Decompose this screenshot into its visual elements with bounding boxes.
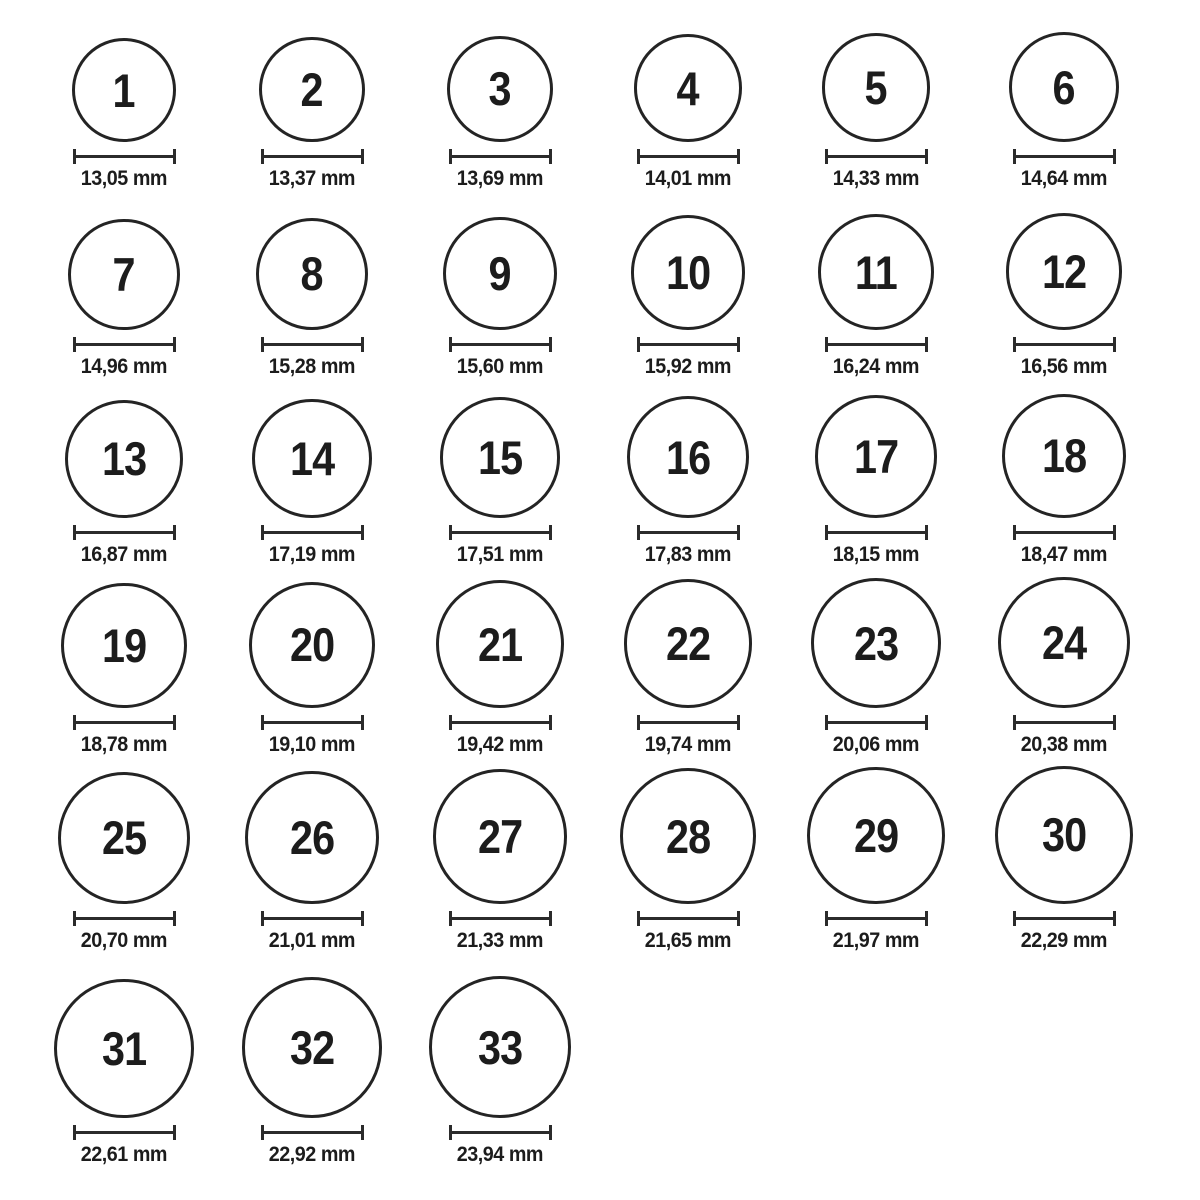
ring-size-number: 23 [853, 616, 899, 670]
ring-circle [436, 580, 564, 708]
ring-circle [447, 36, 553, 142]
measure-bar [264, 531, 361, 534]
ring-size-cell [970, 577, 1158, 758]
measure-bar [264, 721, 361, 724]
ring-size-number: 31 [101, 1021, 147, 1075]
ring-size-cell [782, 214, 970, 380]
measure-tick-right [737, 149, 740, 164]
diameter-measure-line [261, 525, 364, 540]
ring-size-number: 4 [676, 61, 700, 115]
ring-circle [259, 37, 364, 142]
ring-size-number: 30 [1041, 808, 1087, 862]
diameter-measure-line [1013, 715, 1116, 730]
measure-tick-right [549, 525, 552, 540]
ring-size-cell [594, 579, 782, 758]
measure-bar [452, 343, 549, 346]
ring-size-number: 12 [1041, 245, 1087, 299]
measure-bar [640, 917, 737, 920]
ring-size-cell [218, 37, 406, 192]
ring-size-number: 6 [1052, 60, 1076, 114]
ring-size-cell [970, 766, 1158, 954]
ring-size-number: 9 [488, 246, 512, 300]
ring-circle [443, 217, 556, 330]
measure-bar [828, 917, 925, 920]
diameter-measure-line [1013, 911, 1116, 926]
ring-diameter-label: 14,01 mm [644, 167, 732, 190]
diameter-measure-line [637, 149, 740, 164]
measure-bar [1016, 531, 1113, 534]
measure-bar [76, 155, 173, 158]
ring-diameter-label: 17,83 mm [644, 543, 732, 566]
ring-diameter-label: 14,64 mm [1020, 167, 1108, 190]
ring-circle [58, 772, 190, 904]
ring-circle [61, 583, 186, 708]
diameter-measure-line [449, 911, 552, 926]
diameter-measure-line [637, 337, 740, 352]
diameter-measure-line [261, 1125, 364, 1140]
ring-diameter-label: 23,94 mm [456, 1143, 544, 1166]
diameter-measure-line [261, 337, 364, 352]
diameter-measure-line [637, 911, 740, 926]
diameter-measure-line [825, 149, 928, 164]
ring-size-number: 33 [477, 1020, 523, 1074]
measure-bar [76, 917, 173, 920]
ring-circle [620, 768, 756, 904]
ring-circle [815, 395, 938, 518]
ring-size-cell [218, 771, 406, 955]
ring-size-cell [218, 582, 406, 758]
measure-bar [452, 1131, 549, 1134]
diameter-measure-line [449, 1125, 552, 1140]
ring-circle [256, 218, 368, 330]
ring-size-cell [406, 36, 594, 192]
ring-size-number: 17 [853, 430, 899, 484]
diameter-measure-line [261, 149, 364, 164]
ring-circle [998, 577, 1129, 708]
chart-row [30, 192, 1200, 380]
ring-circle [1002, 394, 1126, 518]
ring-diameter-label: 15,92 mm [644, 355, 732, 378]
measure-bar [1016, 343, 1113, 346]
measure-tick-right [361, 715, 364, 730]
ring-size-cell [218, 977, 406, 1168]
diameter-measure-line [73, 715, 176, 730]
measure-tick-right [737, 715, 740, 730]
measure-tick-right [737, 525, 740, 540]
ring-diameter-label: 17,51 mm [456, 543, 544, 566]
ring-circle [54, 979, 193, 1118]
ring-circle [818, 214, 934, 330]
ring-circle [252, 399, 371, 518]
measure-bar [828, 343, 925, 346]
ring-size-number: 10 [665, 246, 711, 300]
measure-tick-right [361, 911, 364, 926]
diameter-measure-line [825, 337, 928, 352]
measure-tick-right [925, 525, 928, 540]
measure-bar [828, 155, 925, 158]
ring-size-cell [970, 213, 1158, 380]
ring-size-number: 21 [477, 617, 523, 671]
ring-size-number: 32 [289, 1021, 335, 1075]
chart-row [30, 954, 1200, 1168]
ring-circle [1009, 32, 1119, 142]
chart-row [30, 2, 1200, 192]
measure-tick-right [925, 715, 928, 730]
ring-size-cell [594, 34, 782, 192]
ring-size-cell [218, 218, 406, 380]
diameter-measure-line [73, 911, 176, 926]
ring-circle [627, 396, 749, 518]
measure-bar [264, 917, 361, 920]
measure-bar [76, 721, 173, 724]
ring-size-cell [782, 767, 970, 954]
diameter-measure-line [825, 715, 928, 730]
ring-size-cell [30, 38, 218, 192]
ring-diameter-label: 15,28 mm [268, 355, 356, 378]
measure-tick-right [1113, 911, 1116, 926]
ring-size-number: 16 [665, 430, 711, 484]
diameter-measure-line [449, 149, 552, 164]
measure-tick-right [173, 1125, 176, 1140]
ring-size-number: 13 [101, 432, 147, 486]
measure-tick-right [173, 149, 176, 164]
diameter-measure-line [637, 525, 740, 540]
ring-diameter-label: 14,33 mm [832, 167, 920, 190]
ring-circle [634, 34, 742, 142]
ring-size-number: 27 [477, 810, 523, 864]
diameter-measure-line [73, 149, 176, 164]
measure-bar [76, 531, 173, 534]
ring-circle [811, 578, 941, 708]
measure-tick-right [1113, 337, 1116, 352]
ring-circle [440, 397, 561, 518]
measure-bar [264, 343, 361, 346]
ring-size-number: 19 [101, 618, 147, 672]
measure-tick-right [361, 1125, 364, 1140]
measure-bar [640, 721, 737, 724]
ring-circle [68, 219, 179, 330]
ring-size-number: 2 [300, 62, 324, 116]
ring-circle [245, 771, 379, 905]
measure-tick-right [925, 337, 928, 352]
ring-diameter-label: 21,97 mm [832, 929, 920, 952]
diameter-measure-line [1013, 337, 1116, 352]
ring-diameter-label: 17,19 mm [268, 543, 356, 566]
ring-size-number: 15 [477, 431, 523, 485]
measure-tick-right [737, 911, 740, 926]
ring-diameter-label: 21,33 mm [456, 929, 544, 952]
diameter-measure-line [261, 715, 364, 730]
ring-diameter-label: 22,29 mm [1020, 929, 1108, 952]
ring-size-cell [406, 976, 594, 1168]
ring-size-cell [782, 33, 970, 192]
ring-size-number: 1 [112, 63, 136, 117]
ring-diameter-label: 15,60 mm [456, 355, 544, 378]
ring-diameter-label: 13,69 mm [456, 167, 544, 190]
diameter-measure-line [261, 911, 364, 926]
ring-size-cell [406, 397, 594, 568]
ring-circle [72, 38, 176, 142]
measure-tick-right [925, 149, 928, 164]
ring-size-cell [782, 578, 970, 758]
ring-size-number: 8 [300, 247, 324, 301]
ring-diameter-label: 19,10 mm [268, 733, 356, 756]
diameter-measure-line [449, 525, 552, 540]
ring-size-number: 29 [853, 808, 899, 862]
ring-diameter-label: 16,87 mm [80, 543, 168, 566]
ring-diameter-label: 21,65 mm [644, 929, 732, 952]
ring-size-cell [30, 979, 218, 1168]
ring-circle [631, 215, 746, 330]
ring-size-number: 7 [112, 247, 136, 301]
ring-circle [1006, 213, 1123, 330]
diameter-measure-line [1013, 149, 1116, 164]
measure-tick-right [549, 715, 552, 730]
ring-circle [624, 579, 753, 708]
ring-diameter-label: 18,15 mm [832, 543, 920, 566]
ring-circle [65, 400, 183, 518]
diameter-measure-line [825, 911, 928, 926]
ring-circle [249, 582, 375, 708]
diameter-measure-line [73, 337, 176, 352]
ring-size-cell [594, 215, 782, 380]
ring-diameter-label: 20,38 mm [1020, 733, 1108, 756]
ring-size-number: 20 [289, 618, 335, 672]
diameter-measure-line [73, 1125, 176, 1140]
ring-size-number: 24 [1041, 615, 1087, 669]
ring-circle [429, 976, 571, 1118]
measure-tick-right [361, 149, 364, 164]
measure-bar [452, 721, 549, 724]
measure-tick-right [1113, 715, 1116, 730]
ring-size-number: 14 [289, 431, 335, 485]
ring-diameter-label: 22,92 mm [268, 1143, 356, 1166]
ring-size-number: 18 [1041, 429, 1087, 483]
ring-size-number: 26 [289, 810, 335, 864]
measure-bar [452, 917, 549, 920]
ring-circle [995, 766, 1133, 904]
diameter-measure-line [637, 715, 740, 730]
ring-diameter-label: 16,56 mm [1020, 355, 1108, 378]
ring-size-number: 5 [864, 61, 888, 115]
ring-size-number: 25 [101, 811, 147, 865]
measure-bar [76, 343, 173, 346]
measure-bar [1016, 917, 1113, 920]
diameter-measure-line [825, 525, 928, 540]
ring-size-cell [218, 399, 406, 568]
ring-size-number: 11 [855, 245, 897, 299]
ring-diameter-label: 13,05 mm [80, 167, 168, 190]
ring-circle [822, 33, 931, 142]
measure-bar [828, 531, 925, 534]
measure-tick-right [361, 337, 364, 352]
ring-size-cell [970, 32, 1158, 192]
ring-size-cell [30, 219, 218, 380]
ring-diameter-label: 20,70 mm [80, 929, 168, 952]
ring-diameter-label: 18,47 mm [1020, 543, 1108, 566]
measure-tick-right [173, 911, 176, 926]
diameter-measure-line [449, 715, 552, 730]
ring-size-cell [30, 583, 218, 758]
chart-row [30, 758, 1200, 954]
ring-diameter-label: 20,06 mm [832, 733, 920, 756]
ring-size-number: 3 [488, 62, 512, 116]
measure-tick-right [737, 337, 740, 352]
measure-tick-right [549, 1125, 552, 1140]
ring-size-cell [406, 769, 594, 954]
measure-bar [640, 155, 737, 158]
measure-bar [76, 1131, 173, 1134]
ring-size-number: 28 [665, 809, 711, 863]
measure-tick-right [925, 911, 928, 926]
measure-tick-right [173, 715, 176, 730]
measure-bar [452, 531, 549, 534]
measure-bar [828, 721, 925, 724]
ring-size-cell [30, 400, 218, 568]
ring-size-cell [594, 396, 782, 568]
ring-circle [242, 977, 383, 1118]
measure-tick-right [549, 149, 552, 164]
measure-tick-right [1113, 525, 1116, 540]
ring-diameter-label: 19,42 mm [456, 733, 544, 756]
measure-tick-right [173, 337, 176, 352]
diameter-measure-line [449, 337, 552, 352]
ring-diameter-label: 22,61 mm [80, 1143, 168, 1166]
ring-circle [807, 767, 944, 904]
measure-tick-right [173, 525, 176, 540]
measure-tick-right [1113, 149, 1116, 164]
ring-size-cell [594, 768, 782, 954]
ring-diameter-label: 14,96 mm [80, 355, 168, 378]
ring-size-number: 22 [665, 617, 711, 671]
measure-bar [264, 1131, 361, 1134]
chart-row [30, 380, 1200, 568]
ring-diameter-label: 21,01 mm [268, 929, 356, 952]
ring-size-cell [406, 580, 594, 758]
ring-diameter-label: 16,24 mm [832, 355, 920, 378]
ring-circle [433, 769, 568, 904]
ring-diameter-label: 18,78 mm [80, 733, 168, 756]
ring-size-cell [30, 772, 218, 954]
measure-bar [452, 155, 549, 158]
measure-tick-right [549, 337, 552, 352]
ring-size-cell [782, 395, 970, 568]
measure-bar [640, 343, 737, 346]
measure-tick-right [549, 911, 552, 926]
measure-bar [1016, 155, 1113, 158]
diameter-measure-line [1013, 525, 1116, 540]
ring-diameter-label: 19,74 mm [644, 733, 732, 756]
measure-tick-right [361, 525, 364, 540]
measure-bar [264, 155, 361, 158]
chart-row [30, 568, 1200, 758]
ring-size-cell [970, 394, 1158, 568]
diameter-measure-line [73, 525, 176, 540]
ring-diameter-label: 13,37 mm [268, 167, 356, 190]
measure-bar [640, 531, 737, 534]
ring-size-cell [406, 217, 594, 380]
measure-bar [1016, 721, 1113, 724]
